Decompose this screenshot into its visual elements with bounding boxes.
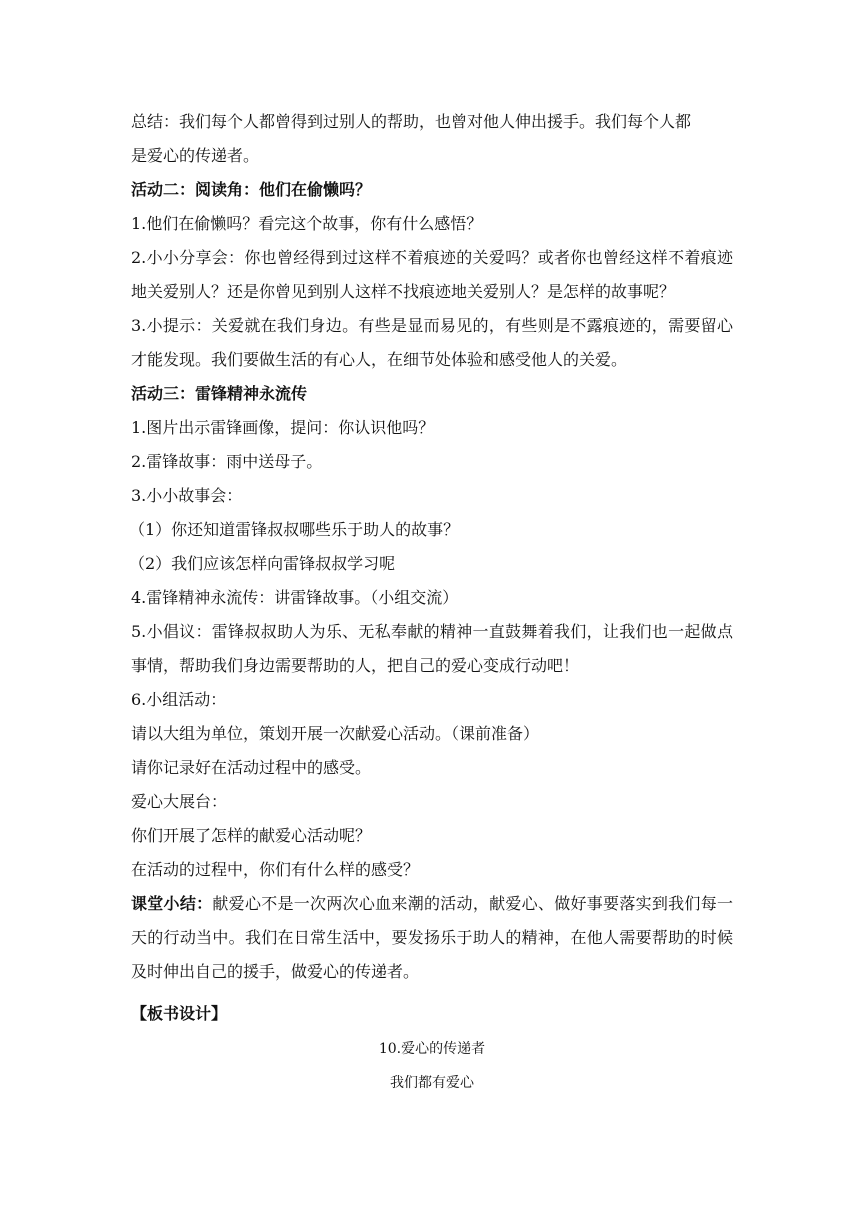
activity3-item-2: 2.雷锋故事：雨中送母子。 <box>131 452 323 471</box>
class-summary-label: 课堂小结： <box>131 894 213 913</box>
board-line-1: 10.爱心的传递者 <box>378 1041 486 1057</box>
group-activity-line-2: 请你记录好在活动过程中的感受。 <box>131 758 372 777</box>
class-summary-text: 献爱心不是一次两次心血来潮的活动，献爱心、做好事要落实到我们每一天的行动当中。我们在日常生活中，要发扬乐于助人的精神，在他人需要帮助的时候及时伸出自己的援手，做爱心的传递者。 <box>131 894 733 981</box>
group-activity-line-1: 请以大组为单位，策划开展一次献爱心活动。（课前准备） <box>131 724 540 743</box>
activity2-item-1: 1.他们在偷懒吗？看完这个故事，你有什么感悟？ <box>131 214 483 233</box>
activity3-item-1: 1.图片出示雷锋画像，提问：你认识他吗？ <box>131 418 435 437</box>
activity2-item-3: 3.小提示：关爱就在我们身边。有些是显而易见的，有些则是不露痕迹的，需要留心才能发现。我们要做生活的有心人，在细节处体验和感受他人的关爱。 <box>131 316 733 369</box>
showcase-question-2: 在活动的过程中，你们有什么样的感受？ <box>131 860 420 879</box>
summary-line-1: 总结：我们每个人都曾得到过别人的帮助，也曾对他人伸出援手。我们每个人都 <box>131 112 692 131</box>
activity3-item-6: 6.小组活动： <box>131 690 227 709</box>
activity3-item-3-sub-1: （1）你还知道雷锋叔叔哪些乐于助人的故事？ <box>129 520 460 539</box>
activity3-item-4: 4.雷锋精神永流传：讲雷锋故事。（小组交流） <box>131 588 459 607</box>
board-design-title: 【板书设计】 <box>131 1004 228 1023</box>
activity3-item-5: 5.小倡议：雷锋叔叔助人为乐、无私奉献的精神一直鼓舞着我们，让我们也一起做点事情，帮助我们身边需要帮助的人，把自己的爱心变成行动吧！ <box>131 622 733 675</box>
activity3-item-3: 3.小小故事会： <box>131 486 243 505</box>
activity3-item-3-sub-2: （2）我们应该怎样向雷锋叔叔学习呢 <box>129 554 396 573</box>
showcase-question-1: 你们开展了怎样的献爱心活动呢？ <box>131 826 372 845</box>
document-body <box>131 105 733 1093</box>
showcase-label: 爱心大展台： <box>131 792 228 811</box>
activity2-heading: 活动二：阅读角：他们在偷懒吗？ <box>131 180 372 199</box>
class-summary <box>131 887 733 989</box>
activity3-heading: 活动三：雷锋精神永流传 <box>131 384 308 403</box>
activity2-item-2: 2.小小分享会：你也曾经得到过这样不着痕迹的关爱吗？或者你也曾经这样不着痕迹地关爱别人？还是你曾见到别人这样不找痕迹地关爱别人？是怎样的故事呢？ <box>131 248 733 301</box>
summary-line-2: 是爱心的传递者。 <box>131 146 260 165</box>
board-line-2: 我们都有爱心 <box>390 1075 474 1091</box>
